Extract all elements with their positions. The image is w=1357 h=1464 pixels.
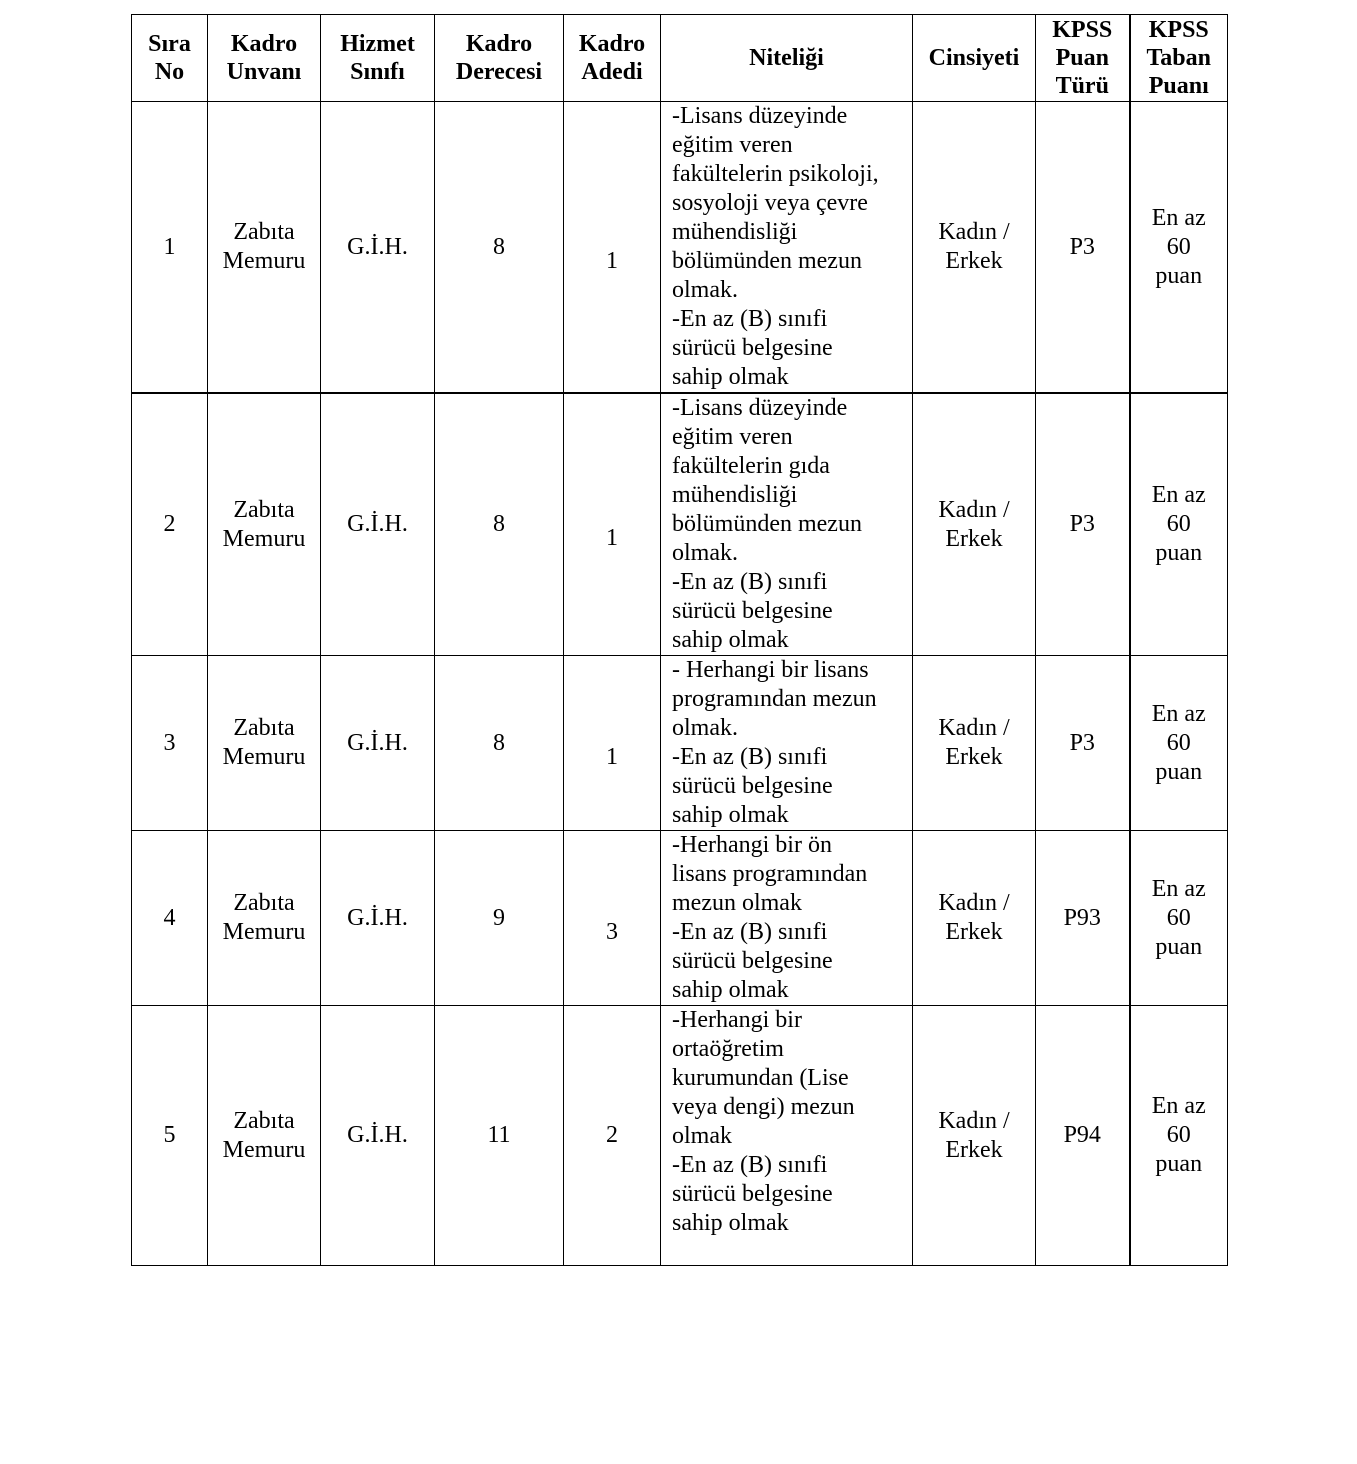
cell-niteligi: -Herhangi bir ortaöğretim kurumundan (Lise veya dengi) mezun olmak -En az (B) sınıfi sürücü belgesine sahip olmak (661, 1006, 913, 1266)
cell-sira-no: 5 (132, 1006, 208, 1266)
header-kpss-puan-turu (1036, 15, 1130, 102)
cell-niteligi: -Lisans düzeyinde eğitim veren fakültelerin psikoloji, sosyoloji veya çevre mühendisliği bölümünden mezun olmak. -En az (B) sınıfi sürücü belgesine sahip olmak (661, 102, 913, 394)
cell-kadro-adedi (564, 831, 661, 1006)
cell-kadro-derecesi: 8 (435, 393, 564, 656)
cell-niteligi: -Lisans düzeyinde eğitim veren fakültelerin gıda mühendisliği bölümünden mezun olmak. -En az (B) sınıfi sürücü belgesine sahip olmak (661, 393, 913, 656)
cell-text: 2 (606, 1122, 618, 1148)
header-row (132, 15, 1228, 102)
table-row (132, 656, 1228, 831)
header-kadro-adedi (564, 15, 661, 102)
cell-kadro-unvani (208, 102, 321, 394)
cell-kpss-taban-puani (1130, 102, 1228, 394)
table-row (132, 102, 1228, 394)
cell-kadro-derecesi: 8 (435, 102, 564, 394)
cell-cinsiyeti (913, 393, 1036, 656)
header-cinsiyeti (913, 15, 1036, 102)
header-text: Kadro (578, 31, 646, 57)
header-text: Adedi (581, 59, 643, 85)
cell-kpss-taban-puani (1130, 831, 1228, 1006)
cell-hizmet-sinifi: G.İ.H. (321, 1006, 435, 1266)
header-text: Türü (1055, 73, 1109, 99)
cell-text: 3 (606, 918, 618, 945)
cell-cinsiyeti (913, 656, 1036, 831)
cell-kadro-unvani (208, 831, 321, 1006)
header-text: Puanı (1148, 73, 1209, 99)
kadro-table (131, 14, 1228, 1266)
cell-text: 60 (1166, 729, 1191, 756)
cell-kadro-unvani (208, 656, 321, 831)
cell-kpss-puan-turu: P3 (1036, 393, 1130, 656)
header-hizmet-sinifi (321, 15, 435, 102)
cell-sira-no: 4 (132, 831, 208, 1006)
cell-kpss-puan-turu: P3 (1036, 656, 1130, 831)
cell-text: Erkek (945, 525, 1003, 552)
cell-text: puan (1155, 262, 1203, 289)
header-sira-no (132, 15, 208, 102)
table-row (132, 831, 1228, 1006)
cell-text: Erkek (945, 1136, 1003, 1163)
cell-text: Kadın / (938, 496, 1010, 523)
cell-text: En az (1151, 700, 1206, 727)
cell-kpss-puan-turu: P3 (1036, 102, 1130, 394)
cell-text: puan (1155, 933, 1203, 960)
cell-text: Zabıta (233, 219, 295, 245)
cell-kadro-adedi (564, 1006, 661, 1266)
cell-text: En az (1151, 1093, 1206, 1119)
cell-text: Memuru (222, 744, 306, 770)
cell-kpss-taban-puani (1130, 1006, 1228, 1266)
cell-text: En az (1151, 204, 1206, 231)
cell-text: Zabıta (233, 1107, 295, 1134)
cell-kpss-puan-turu: P94 (1036, 1006, 1130, 1266)
cell-cinsiyeti (913, 831, 1036, 1006)
cell-text: 1 (606, 743, 618, 770)
cell-text: Erkek (945, 744, 1003, 770)
header-text: KPSS (1148, 17, 1209, 43)
cell-text: Kadın / (938, 715, 1010, 741)
cell-text: Zabıta (233, 496, 295, 523)
header-text: Hizmet (340, 31, 415, 57)
cell-kadro-adedi (564, 656, 661, 831)
cell-text: Kadın / (938, 1107, 1010, 1134)
table-row (132, 393, 1228, 656)
cell-kpss-taban-puani (1130, 393, 1228, 656)
cell-hizmet-sinifi: G.İ.H. (321, 831, 435, 1006)
cell-kadro-unvani (208, 393, 321, 656)
table-row (132, 1006, 1228, 1266)
header-text: Sınıfı (350, 59, 405, 85)
cell-text: Memuru (222, 919, 306, 945)
cell-kadro-unvani (208, 1006, 321, 1266)
cell-text: Kadın / (938, 890, 1010, 916)
cell-text: 1 (606, 247, 618, 274)
cell-kadro-derecesi: 8 (435, 656, 564, 831)
cell-text: Kadın / (938, 219, 1010, 245)
header-kpss-taban-puani (1130, 15, 1228, 102)
cell-cinsiyeti (913, 1006, 1036, 1266)
cell-niteligi: - Herhangi bir lisans programından mezun olmak. -En az (B) sınıfi sürücü belgesine sahip olmak (661, 656, 913, 831)
table-header (132, 15, 1228, 102)
cell-text: Memuru (222, 525, 306, 552)
cell-sira-no: 1 (132, 102, 208, 394)
header-text: Unvanı (226, 59, 302, 85)
cell-sira-no: 3 (132, 656, 208, 831)
cell-kadro-derecesi: 9 (435, 831, 564, 1006)
cell-text: puan (1155, 1151, 1203, 1177)
cell-cinsiyeti (913, 102, 1036, 394)
cell-niteligi: -Herhangi bir ön lisans programından mezun olmak -En az (B) sınıfi sürücü belgesine sahip olmak (661, 831, 913, 1006)
cell-text: Memuru (222, 248, 306, 274)
header-kadro-derecesi (435, 15, 564, 102)
cell-hizmet-sinifi: G.İ.H. (321, 656, 435, 831)
cell-text: Zabıta (233, 715, 295, 741)
cell-kadro-adedi (564, 102, 661, 394)
header-text: Derecesi (455, 59, 543, 85)
cell-text: En az (1151, 482, 1206, 508)
cell-text: Memuru (222, 1136, 306, 1163)
cell-text: 60 (1166, 1122, 1191, 1148)
cell-text: Zabıta (233, 890, 295, 916)
header-text: KPSS (1052, 17, 1113, 43)
cell-hizmet-sinifi: G.İ.H. (321, 393, 435, 656)
cell-text: 1 (606, 525, 618, 551)
cell-text: puan (1155, 540, 1203, 566)
header-kadro-unvani (208, 15, 321, 102)
header-text: Kadro (465, 31, 533, 57)
cell-hizmet-sinifi: G.İ.H. (321, 102, 435, 394)
header-text: Cinsiyeti (928, 45, 1020, 71)
cell-kadro-derecesi: 11 (435, 1006, 564, 1266)
cell-text: 60 (1166, 904, 1191, 931)
cell-kpss-taban-puani (1130, 656, 1228, 831)
header-text: Taban (1146, 45, 1211, 71)
header-text: Sıra (148, 31, 191, 57)
cell-text: puan (1155, 758, 1203, 785)
header-text: No (154, 59, 185, 85)
cell-text: 60 (1166, 511, 1191, 537)
header-text: Puan (1055, 45, 1109, 71)
cell-sira-no: 2 (132, 393, 208, 656)
cell-kadro-adedi (564, 393, 661, 656)
cell-text: En az (1151, 875, 1206, 902)
cell-text: Erkek (945, 919, 1003, 945)
cell-text: 60 (1166, 233, 1191, 260)
header-text: Kadro (230, 31, 298, 57)
table-body (132, 102, 1228, 1266)
cell-text: Erkek (945, 248, 1003, 274)
header-text: Niteliği (749, 45, 824, 71)
cell-kpss-puan-turu: P93 (1036, 831, 1130, 1006)
header-niteligi (661, 15, 913, 102)
